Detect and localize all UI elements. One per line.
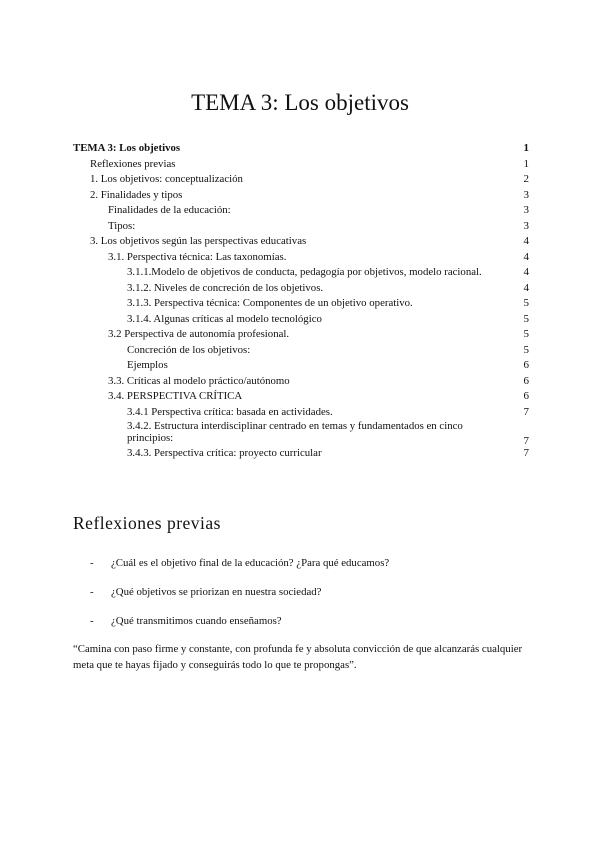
toc-entry-page: 5 <box>523 343 529 356</box>
list-item <box>90 584 530 613</box>
toc-entry-text: 3.4. PERSPECTIVA CRÍTICA <box>108 390 243 402</box>
toc-entry[interactable] <box>73 446 529 462</box>
toc-entry-page: 4 <box>523 235 529 247</box>
toc-entry-page: 6 <box>523 374 529 387</box>
toc-entry[interactable] <box>73 296 529 312</box>
toc-entry-text: 3.4.1 Perspectiva crítica: basada en actividades. <box>127 405 333 418</box>
toc-entry-text: 3.4.2. Estructura interdisciplinar centrado en temas y fundamentados en cinco principios: <box>127 420 463 444</box>
toc-entry-page: 7 <box>523 447 529 459</box>
toc-entry-text: Tipos: <box>108 219 136 232</box>
toc-entry[interactable] <box>73 234 529 250</box>
toc-entry-page: 6 <box>523 390 529 402</box>
toc-entry-page: 4 <box>523 250 529 263</box>
toc-entry-text: Reflexiones previas <box>90 157 176 170</box>
toc-entry[interactable] <box>73 157 529 173</box>
toc-entry[interactable] <box>73 405 529 421</box>
toc-entry-page: 3 <box>523 204 529 216</box>
toc-entry-text: 3.1.1.Modelo de objetivos de conducta, pedagogía por objetivos, modelo racional. <box>127 266 482 278</box>
toc-entry-text: Concreción de los objetivos: <box>127 343 251 356</box>
question-text: ¿Cuál es el objetivo final de la educación? ¿Para qué educamos? <box>111 557 390 569</box>
toc-entry[interactable] <box>73 188 529 204</box>
toc-entry-page: 6 <box>523 359 529 371</box>
toc-entry[interactable] <box>73 172 529 188</box>
section-heading: Reflexiones previas <box>73 513 221 533</box>
toc-entry-page: 2 <box>523 173 529 185</box>
bullet-dash: - <box>90 586 94 598</box>
toc-entry-page: 4 <box>523 266 529 278</box>
toc-entry[interactable] <box>73 203 529 219</box>
question-list <box>90 555 530 642</box>
toc-entry-page: 5 <box>523 328 529 340</box>
toc-entry-page: 4 <box>523 281 529 294</box>
toc-entry-page: 5 <box>523 297 529 309</box>
toc-entry-page: 5 <box>523 312 529 325</box>
toc-entry-page: 7 <box>523 405 529 418</box>
toc-entry-text: 3. Los objetivos según las perspectivas educativas <box>90 235 307 247</box>
toc-entry-text: 2. Finalidades y tipos <box>90 188 183 201</box>
quote-paragraph: “Camina con paso firme y constante, con profunda fe y absoluta convicción de que alcanzarás cualquier meta que te hayas fijado y conseguirás todo lo que te propongas”. <box>73 643 523 671</box>
toc-entry-page: 3 <box>523 219 529 232</box>
toc-entry-page: 1 <box>523 142 529 154</box>
toc-entry-text: 3.1.3. Perspectiva técnica: Componentes de un objetivo operativo. <box>127 297 413 309</box>
toc-entry-text: 3.2 Perspectiva de autonomía profesional. <box>108 328 290 340</box>
toc-entry-text: 1. Los objetivos: conceptualización <box>90 173 243 185</box>
toc-entry-text: 3.3. Críticas al modelo práctico/autónomo <box>108 374 290 387</box>
toc-entry[interactable] <box>73 265 529 281</box>
toc-entry-text: TEMA 3: Los objetivos <box>73 142 181 154</box>
table-of-contents <box>73 141 529 462</box>
bullet-dash: - <box>90 615 94 627</box>
list-item <box>90 613 530 642</box>
toc-entry[interactable] <box>73 250 529 266</box>
toc-entry[interactable] <box>73 327 529 343</box>
toc-entry-text: 3.4.3. Perspectiva crítica: proyecto curricular <box>127 447 322 459</box>
toc-entry[interactable] <box>73 312 529 328</box>
toc-entry-page: 7 <box>523 434 529 447</box>
toc-entry-page: 1 <box>523 157 529 170</box>
toc-entry-page: 3 <box>523 188 529 201</box>
toc-entry[interactable] <box>73 281 529 297</box>
question-text: ¿Qué transmitimos cuando enseñamos? <box>111 615 282 627</box>
question-text: ¿Qué objetivos se priorizan en nuestra sociedad? <box>111 586 322 598</box>
toc-entry[interactable] <box>73 219 529 235</box>
toc-entry-text: Ejemplos <box>127 359 168 371</box>
toc-entry-text: 3.1.2. Niveles de concreción de los objetivos. <box>127 281 324 294</box>
toc-entry[interactable] <box>73 374 529 390</box>
toc-entry[interactable] <box>73 389 529 405</box>
toc-entry[interactable] <box>73 343 529 359</box>
toc-entry-text: 3.1.4. Algunas críticas al modelo tecnológico <box>127 312 322 325</box>
toc-entry[interactable] <box>73 420 529 446</box>
toc-entry[interactable] <box>73 358 529 374</box>
toc-entry-text: Finalidades de la educación: <box>108 204 231 216</box>
bullet-dash: - <box>90 557 94 569</box>
toc-entry-text: 3.1. Perspectiva técnica: Las taxonomías. <box>108 250 287 263</box>
page-title: TEMA 3: Los objetivos <box>191 90 409 115</box>
list-item <box>90 555 530 584</box>
toc-entry[interactable] <box>73 141 529 157</box>
